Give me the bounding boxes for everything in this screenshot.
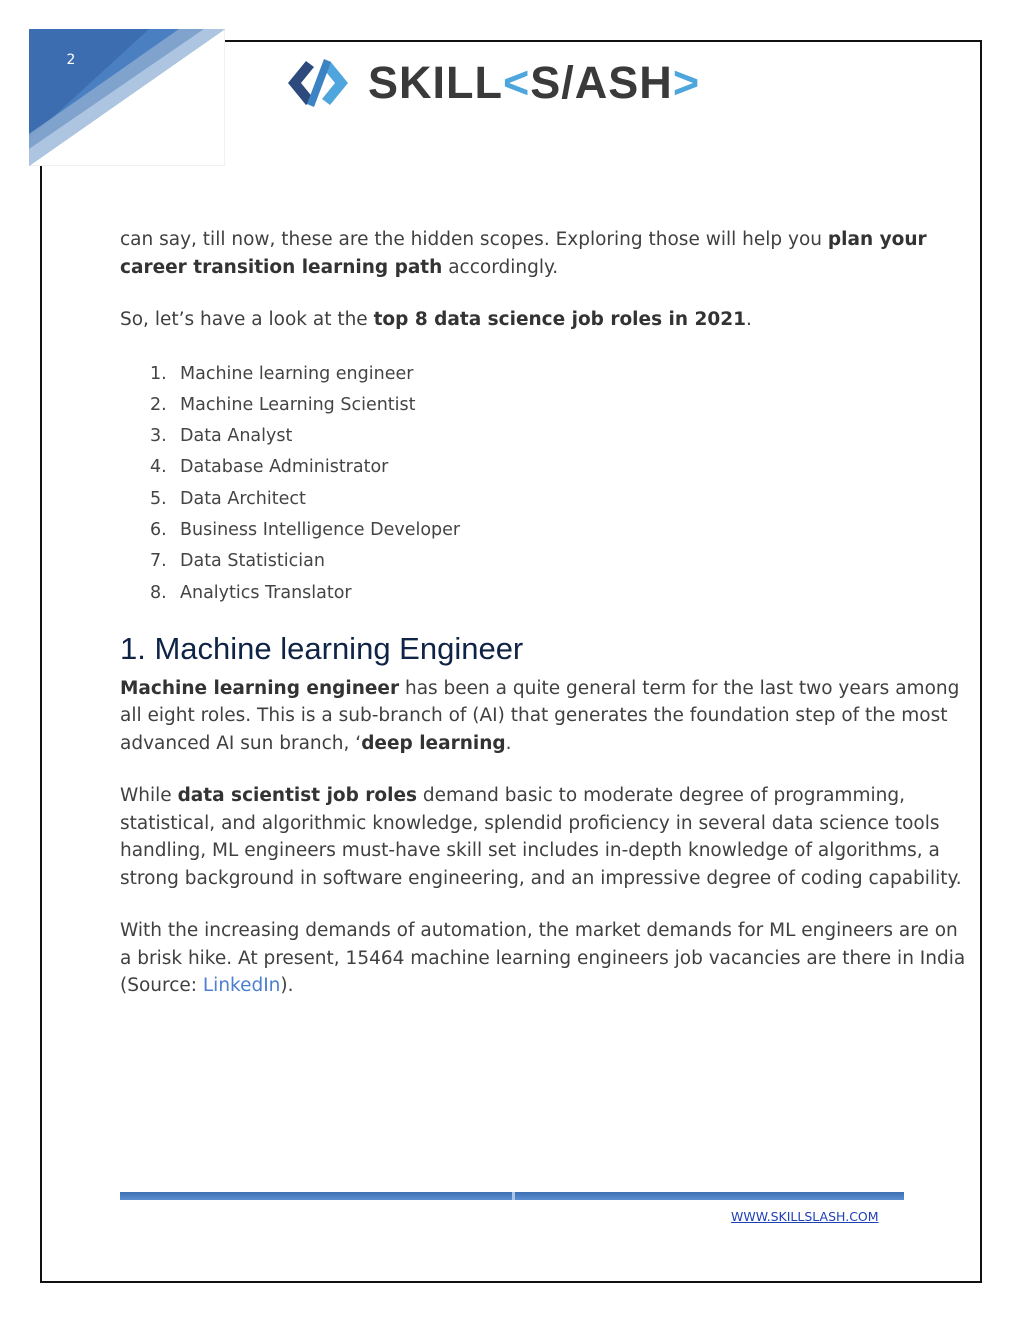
- list-number: 8.: [150, 582, 167, 603]
- linkedin-link[interactable]: LinkedIn: [202, 975, 281, 997]
- p1-bold-2: deep learning: [361, 732, 506, 754]
- p3-text-end: ).: [280, 975, 294, 997]
- intro-text-end: accordingly.: [442, 256, 559, 278]
- intro2-text-end: .: [745, 309, 752, 330]
- list-item: [120, 578, 970, 609]
- p2-text-end: demand basic to moderate degree of programming, statistical, and algorithmic knowledge, splendid proficiency in several data science tools handling, ML engineers must-have skill set includes in-depth knowledge of algorithms, a strong background in software engineering, and an impressive degree of coding capability.: [120, 785, 962, 889]
- document-body: [120, 226, 970, 1025]
- section-paragraph-2: [120, 782, 970, 892]
- list-number: 2.: [150, 394, 167, 415]
- list-item: [120, 452, 970, 483]
- list-number: 5.: [150, 488, 167, 509]
- footer-website-link[interactable]: WWW.SKILLSLASH.COM: [731, 1209, 879, 1224]
- intro-bold: plan your career transition learning path: [120, 229, 927, 278]
- list-label: Machine Learning Scientist: [180, 394, 416, 415]
- logo-part-bracket-right: >: [672, 57, 701, 108]
- page-number: 2: [66, 52, 76, 68]
- section-paragraph-3: [120, 917, 970, 1000]
- list-label: Machine learning engineer: [180, 363, 414, 384]
- list-number: 1.: [150, 363, 167, 384]
- p3-text: With the increasing demands of automation, the market demands for ML engineers are on a brisk hike. At present, 15464 machine learning engineers job vacancies are there in India (Source:: [120, 920, 966, 997]
- section-paragraph-1: [120, 675, 970, 758]
- p1-text-end: .: [505, 732, 512, 754]
- list-number: 7.: [150, 551, 167, 572]
- list-item: [120, 546, 970, 577]
- p1-text: has been a quite general term for the last two years among all eight roles. This is a sub-branch of (AI) that generates the foundation step of the most advanced AI sun branch, ‘: [120, 677, 960, 754]
- list-number: 4.: [150, 457, 167, 478]
- list-item: [120, 390, 970, 421]
- intro-paragraph-2: [120, 306, 970, 334]
- skillslash-logo: [284, 54, 700, 112]
- p2-bold: data scientist job roles: [177, 785, 418, 807]
- footer-bar-gap: [512, 1192, 515, 1200]
- logo-part-bracket-left: <: [503, 57, 531, 108]
- intro2-bold: top 8 data science job roles in 2021: [373, 309, 746, 330]
- p2-text: While: [120, 785, 178, 807]
- list-item: [120, 484, 970, 515]
- list-label: Business Intelligence Developer: [180, 519, 461, 540]
- logo-code-icon: [284, 55, 352, 111]
- list-item: [120, 515, 970, 546]
- list-label: Analytics Translator: [180, 582, 352, 603]
- list-label: Data Statistician: [180, 551, 325, 572]
- intro-text: can say, till now, these are the hidden scopes. Exploring those will help you: [120, 229, 828, 250]
- list-item: [120, 359, 970, 390]
- list-item: [120, 421, 970, 452]
- section-heading: 1. Machine learning Engineer: [120, 630, 524, 666]
- p1-bold: Machine learning engineer: [120, 677, 400, 699]
- intro-paragraph-1: [120, 226, 970, 281]
- intro2-text: So, let’s have a look at the: [120, 309, 374, 330]
- logo-part-skill: SKILL: [368, 57, 503, 108]
- list-label: Data Analyst: [180, 426, 293, 447]
- list-number: 6.: [150, 519, 167, 540]
- corner-decoration: [29, 29, 225, 166]
- logo-wordmark: [368, 57, 700, 109]
- list-label: Database Administrator: [180, 457, 389, 478]
- footer-bar: [120, 1192, 904, 1200]
- list-number: 3.: [150, 426, 167, 447]
- list-label: Data Architect: [180, 488, 306, 509]
- job-roles-list: [120, 359, 970, 609]
- logo-part-slash: S/ASH: [530, 57, 673, 108]
